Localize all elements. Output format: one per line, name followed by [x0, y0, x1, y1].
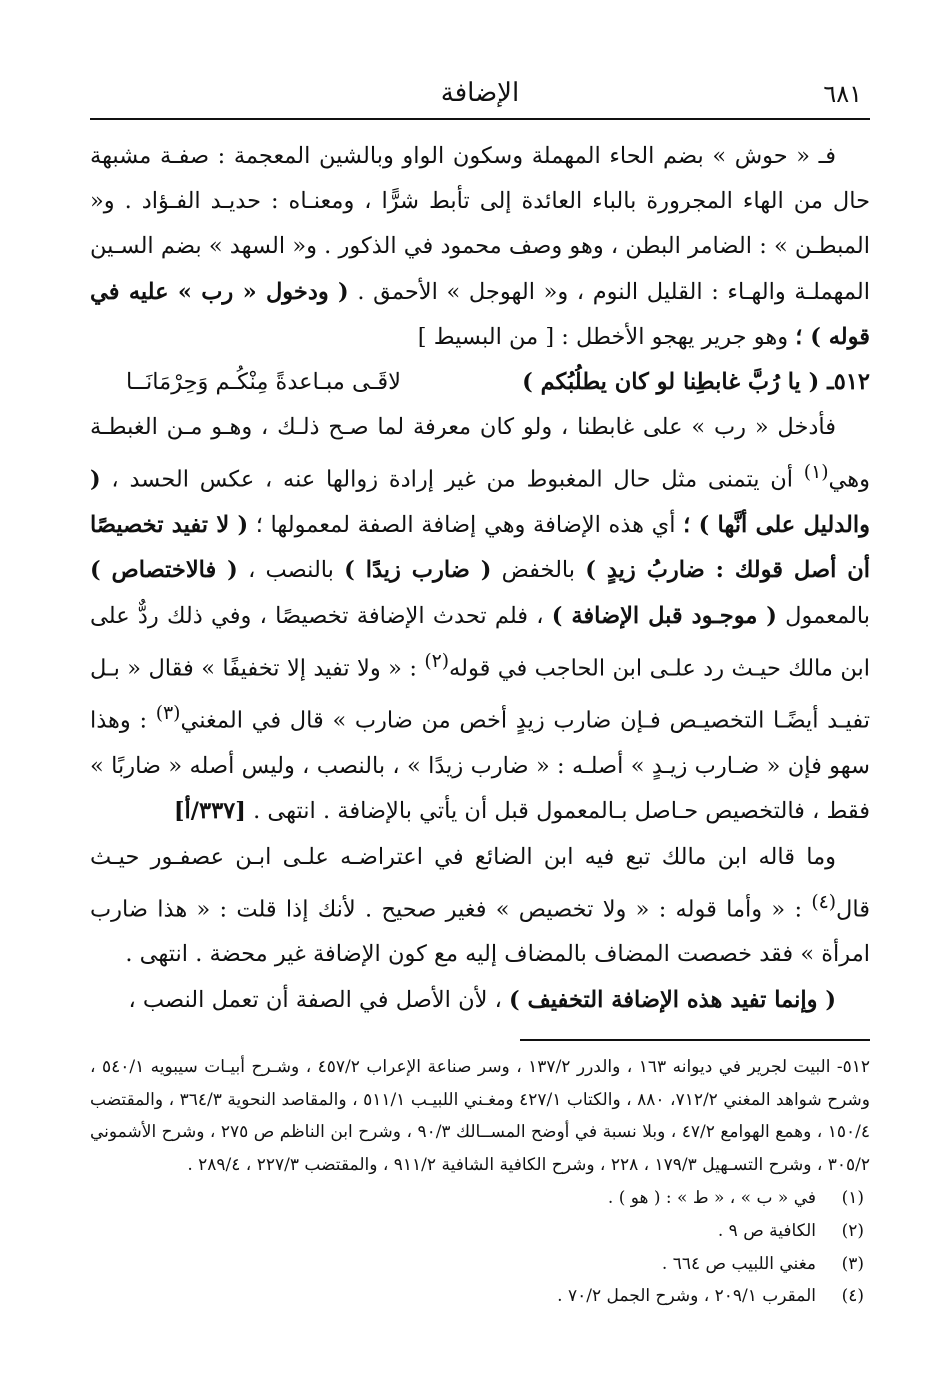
- footnotes: [90, 1051, 870, 1313]
- footnote-ref: (٢): [424, 650, 450, 672]
- footnote-item: (٢) الكافية ص ٩ .: [717, 1220, 864, 1241]
- footnote-separator: [520, 1039, 870, 1041]
- footnote-ref: (٤): [811, 891, 837, 913]
- book-page: [90, 70, 870, 1313]
- paragraph: وما قاله ابن مالك تبع فيه ابن الضائع في اعتراضـه علـى ابـن عصفـور حيـث قال$^{(٤)}$ : « وأما قوله : « ولا تخصيص » فغير صحيح . لأنك إذا قلت : « هذا ضارب امرأة » فقد خصصت المضاف بالمضاف إليه مع كون الإضافة غير محضة . انتهى .: [90, 843, 871, 968]
- footnote-item: (٣) مغني اللبيب ص ٦٦٤ .: [661, 1253, 864, 1274]
- footnote-ref: (١): [803, 462, 829, 484]
- paragraph: فأدخل « رب » على غابطنا ، ولو كان معرفة لما صـح ذلـك ، وهـو مـن الغبطـة وهي$^{(١)}$ أن يتمنى مثل حال المغبوط من غير إرادة زوالها عنه ، عكس الحسد ، ( والدليل على أنَّها ) ؛ أي هذه الإضافة وهي إضافة الصفة لمعمولها ؛ ( لا تفيد تخصيصًا أن أصل قولك : ضاربُ زيدٍ ) بالخفض ( ضارب زيدًا ) بالنصب ، ( فالاختصاص ) بالمعمول ( موجـود قبل الإضافة ) ، فلم تحدث الإضافة تخصيصًا ، وفي ذلك ردٌّ على ابن مالك حيـث رد علـى ابن الحاجب في قوله$^{(٢)}$ : « ولا تفيد إلا تخفيفًا » فقال « بـل تفيـد أيضًـا التخصيـص فـإن ضارب زيدٍ أخص من ضارب » قال في المغني$^{(٣)}$ : وهذا سهو فإن « ضـارب زيـدٍ » أصلـه : « ضارب زيدًا » ، بالنصب ، وليس أصله « ضاربًا » فقط ، فالتخصيص حـاصل بـالمعمول قبل أن يأتي بالإضافة . انتهى . [٣٣٧/أ]: [90, 414, 871, 825]
- paragraph: فـ « حوش » بضم الحاء المهملة وسكون الواو وبالشين المعجمة : صفـة مشبهة حال من الهاء المجرورة بالباء العائدة إلى تأبط شرًّا ، ومعنـاه : حديـد الفـؤاد . و« المبطـن » : الضامر البطن ، وهو وصف محمود في الذكور . و« السهد » بضم السـين المهملـة والهـاء : القليل النوم ، و« الهوجل » الأحمق . ( ودخول « رب » عليه في قوله ) ؛ وهو جرير يهجو الأخطل : [ من البسيط ]: [90, 143, 871, 350]
- footnote-item: (٤) المقرب ٢٠٩/١ ، وشرح الجمل ٧٠/٢ .: [557, 1286, 864, 1307]
- verse-first-hemistich: ٥١٢ـ ( يا رُبَّ غابطِنا لو كان يطلُبُكم ): [522, 369, 870, 396]
- page-header: [90, 70, 870, 120]
- verse-second-hemistich: لاقَـى مبـاعدةً مِنْكُـم وَحِرْمَانَــا: [126, 369, 401, 396]
- page-title: الإضافة: [440, 78, 520, 108]
- footnote-item: (١) في « ب » ، « ط » : ( هو ) .: [607, 1188, 864, 1209]
- verse-source-note: ٥١٢- البيت لجرير في ديوانه ١٦٣ ، والدرر ١٣٧/٢ ، وسر صناعة الإعراب ٤٥٧/٢ ، وشـرح أبيـات سيبويه ٥٤٠/١ ، وشرح شواهد المغني ٧١٢/٢، ٨٨٠ ، والكتاب ٤٢٧/١ ومغـني اللبيـب ٥١١/١ ، والمقاصد النحوية ٣٦٤/٣ ، والمقتضب ١٥٠/٤ ، وهمع الهوامع ٤٧/٢ ، وبلا نسبة في أوضح المســالك ٩٠/٣ ، وشرح ابن الناظم ص ٢٧٥ ، وشرح الأشموني ٣٠٥/٢ ، وشرح التسـهيل ١٧٩/٣ ، ٢٢٨ ، وشرح الكافية الشافية ٩١١/٢ ، والمقتضب ٢٢٧/٣ ، ٢٨٩/٤ .: [90, 1056, 871, 1176]
- verse-512: [90, 360, 870, 405]
- page-number: ٦٨١: [823, 80, 862, 108]
- manuscript-folio-ref: [٣٣٧/أ]: [173, 798, 246, 825]
- main-text: [90, 134, 870, 1023]
- paragraph: ( وإنما تفيد هذه الإضافة التخفيف ) ، لأن الأصل في الصفة أن تعمل النصب ،: [128, 986, 836, 1013]
- footnote-ref: (٣): [155, 703, 181, 725]
